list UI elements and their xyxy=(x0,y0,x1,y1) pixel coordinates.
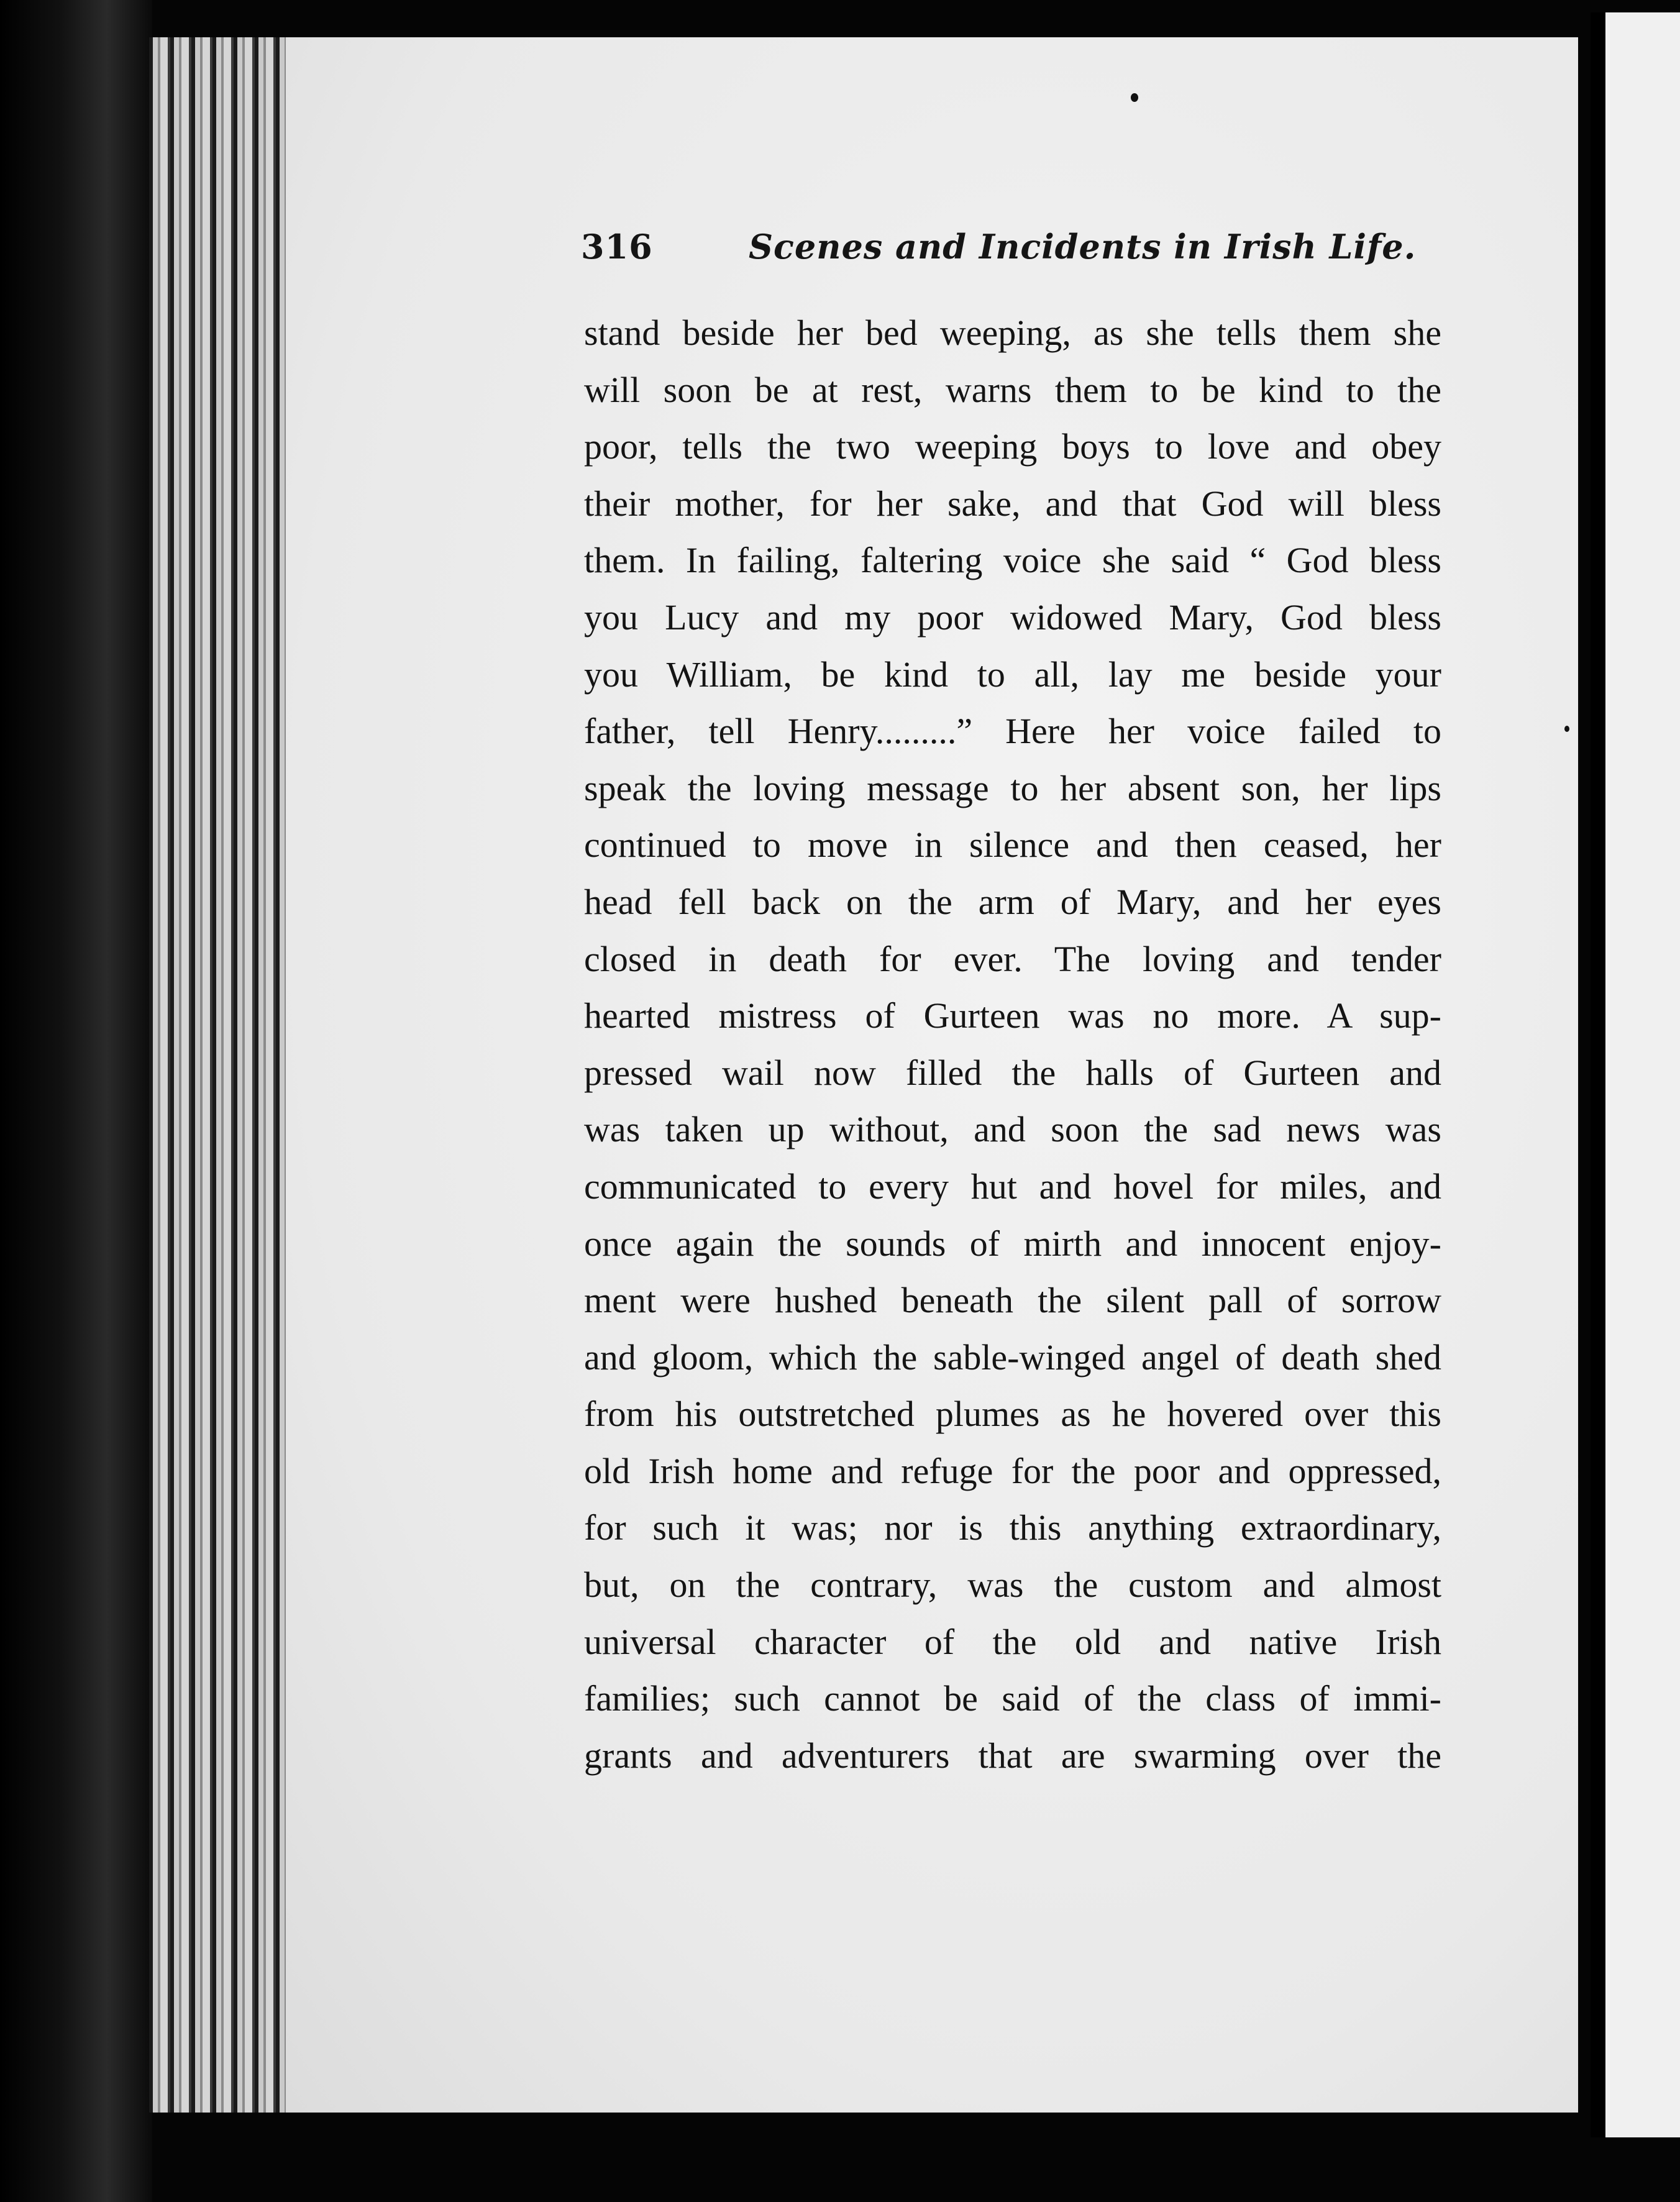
text-line: for such it was; nor is this anything extraordinary, xyxy=(584,1507,1441,1548)
page-number: 316 xyxy=(581,227,653,267)
ink-speck xyxy=(1564,726,1569,732)
text-line: communicated to every hut and hovel for miles, and xyxy=(584,1166,1441,1207)
text-line: once again the sounds of mirth and innocent enjoy- xyxy=(584,1223,1441,1264)
text-line: hearted mistress of Gurteen was no more. A sup- xyxy=(584,995,1441,1036)
text-line: you Lucy and my poor widowed Mary, God bless xyxy=(584,596,1441,637)
text-line: grants and adventurers that are swarming over the xyxy=(584,1735,1441,1776)
text-line: was taken up without, and soon the sad news was xyxy=(584,1109,1441,1150)
text-line: universal character of the old and native Irish xyxy=(584,1621,1441,1662)
book-spine xyxy=(0,0,152,2202)
text-line: you William, be kind to all, lay me beside your xyxy=(584,654,1441,695)
text-line: continued to move in silence and then ceased, her xyxy=(584,825,1441,866)
text-line: will soon be at rest, warns them to be kind to the xyxy=(584,369,1441,410)
text-line: them. In failing, faltering voice she said “ God bless xyxy=(584,540,1441,581)
facing-page-edge xyxy=(1591,12,1680,2137)
text-line: closed in death for ever. The loving and tender xyxy=(584,938,1441,979)
text-line: speak the loving message to her absent son, her lips xyxy=(584,767,1441,808)
text-line: families; such cannot be said of the class of immi- xyxy=(584,1678,1441,1719)
text-line: old Irish home and refuge for the poor and oppressed, xyxy=(584,1450,1441,1491)
text-line: pressed wail now filled the halls of Gurteen and xyxy=(584,1052,1441,1093)
text-line: stand beside her bed weeping, as she tells them she xyxy=(584,313,1441,353)
text-line: and gloom, which the sable-winged angel of death shed xyxy=(584,1336,1441,1377)
body-text xyxy=(584,304,1441,1784)
text-line: head fell back on the arm of Mary, and her eyes xyxy=(584,881,1441,922)
page-edges xyxy=(149,37,292,2113)
running-head xyxy=(581,221,1417,276)
text-line: their mother, for her sake, and that God will bless xyxy=(584,483,1441,524)
ink-speck xyxy=(1131,93,1138,102)
text-line: from his outstretched plumes as he hovered over this xyxy=(584,1394,1441,1435)
text-line: poor, tells the two weeping boys to love and obey xyxy=(584,426,1441,467)
running-title: Scenes and Incidents in Irish Life. xyxy=(749,227,1417,267)
text-line: father, tell Henry.........” Here her voice failed to xyxy=(584,711,1441,752)
text-line: ment were hushed beneath the silent pall of sorrow xyxy=(584,1280,1441,1321)
text-line: but, on the contrary, was the custom and almost xyxy=(584,1565,1441,1606)
